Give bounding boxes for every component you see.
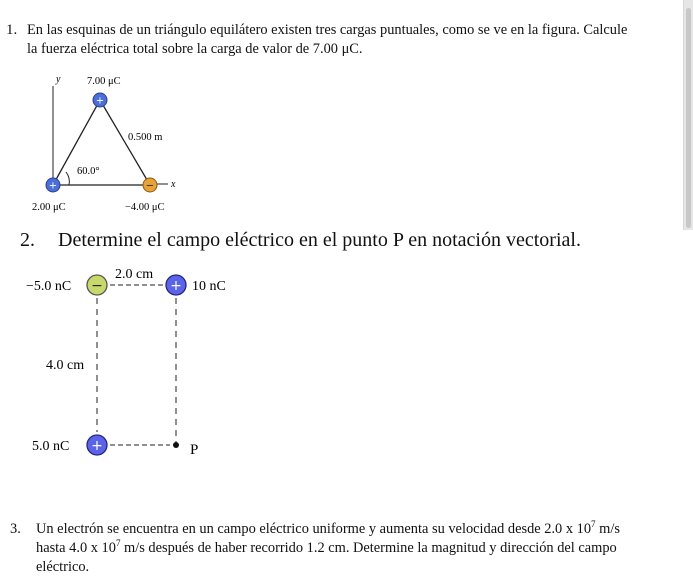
- triangle-figure: [30, 70, 200, 215]
- problem-2-number: 2.: [20, 229, 35, 251]
- x-axis-label: x: [171, 179, 176, 190]
- problem-3-line-2-end: m/s después de haber recorrido 1.2 cm. Determine la magnitud y dirección del campo: [120, 540, 617, 556]
- exponent: 7: [591, 519, 596, 530]
- side-length-label: 0.500 m: [128, 132, 163, 143]
- plus-sign: +: [91, 438, 103, 454]
- angle-arc: [66, 172, 69, 185]
- charge-top-right-positive: [166, 275, 186, 295]
- charge-top-positive: [93, 93, 107, 107]
- minus-sign: −: [145, 180, 155, 192]
- point-p-label: P: [190, 442, 199, 458]
- problem-1-number: 1.: [6, 22, 18, 38]
- charge-left-positive: [46, 178, 60, 192]
- vertical-scrollbar[interactable]: [683, 0, 693, 230]
- top-left-charge-label: −5.0 nC: [26, 279, 72, 294]
- problem-3-line-1: [36, 521, 620, 538]
- charge-bottom-left-positive: [87, 435, 107, 455]
- top-right-charge-label: 10 nC: [192, 279, 226, 294]
- problem-2-text: Determine el campo eléctrico en el punto P en notación vectorial.: [58, 229, 581, 251]
- right-charge-label: −4.00 μC: [125, 202, 165, 213]
- horizontal-distance-label: 2.0 cm: [115, 267, 154, 282]
- charge-right-negative: [143, 178, 157, 192]
- problem-1-line-1: En las esquinas de un triángulo equilátero existen tres cargas puntuales, como se ve en la figura. Calcule: [27, 22, 628, 38]
- minus-sign: −: [91, 278, 103, 294]
- point-p-dot: [173, 442, 179, 448]
- exponent: 7: [115, 538, 121, 549]
- charges-figure: [20, 262, 226, 462]
- bottom-left-charge-label: 5.0 nC: [32, 439, 70, 454]
- left-charge-label: 2.00 μC: [32, 202, 66, 213]
- problem-3-line-2: [36, 540, 617, 557]
- problem-2-heading: [20, 229, 581, 252]
- problem-1: [0, 0, 693, 60]
- scrollbar-thumb[interactable]: [686, 8, 691, 228]
- problem-1-line-2: la fuerza eléctrica total sobre la carga de valor de 7.00 μC.: [27, 41, 363, 57]
- plus-sign: +: [95, 95, 105, 107]
- problem-3: [0, 518, 693, 582]
- vertical-distance-label: 4.0 cm: [46, 358, 85, 373]
- y-axis-label: y: [56, 74, 61, 85]
- plus-sign: +: [48, 180, 58, 192]
- angle-label: 60.0°: [77, 166, 100, 177]
- problem-3-line-1-unit: m/s: [595, 521, 620, 537]
- problem-3-number: 3.: [10, 521, 21, 537]
- top-charge-label: 7.00 μC: [87, 76, 121, 87]
- problem-3-line-3: eléctrico.: [36, 559, 90, 575]
- problem-3-line-2-start: hasta 4.0 x 10: [36, 540, 116, 556]
- plus-sign: +: [170, 278, 182, 294]
- problem-3-line-1-text: Un electrón se encuentra en un campo eléctrico uniforme y aumenta su velocidad desde 2.0 x 10: [36, 521, 592, 537]
- charge-top-left-negative: [87, 275, 107, 295]
